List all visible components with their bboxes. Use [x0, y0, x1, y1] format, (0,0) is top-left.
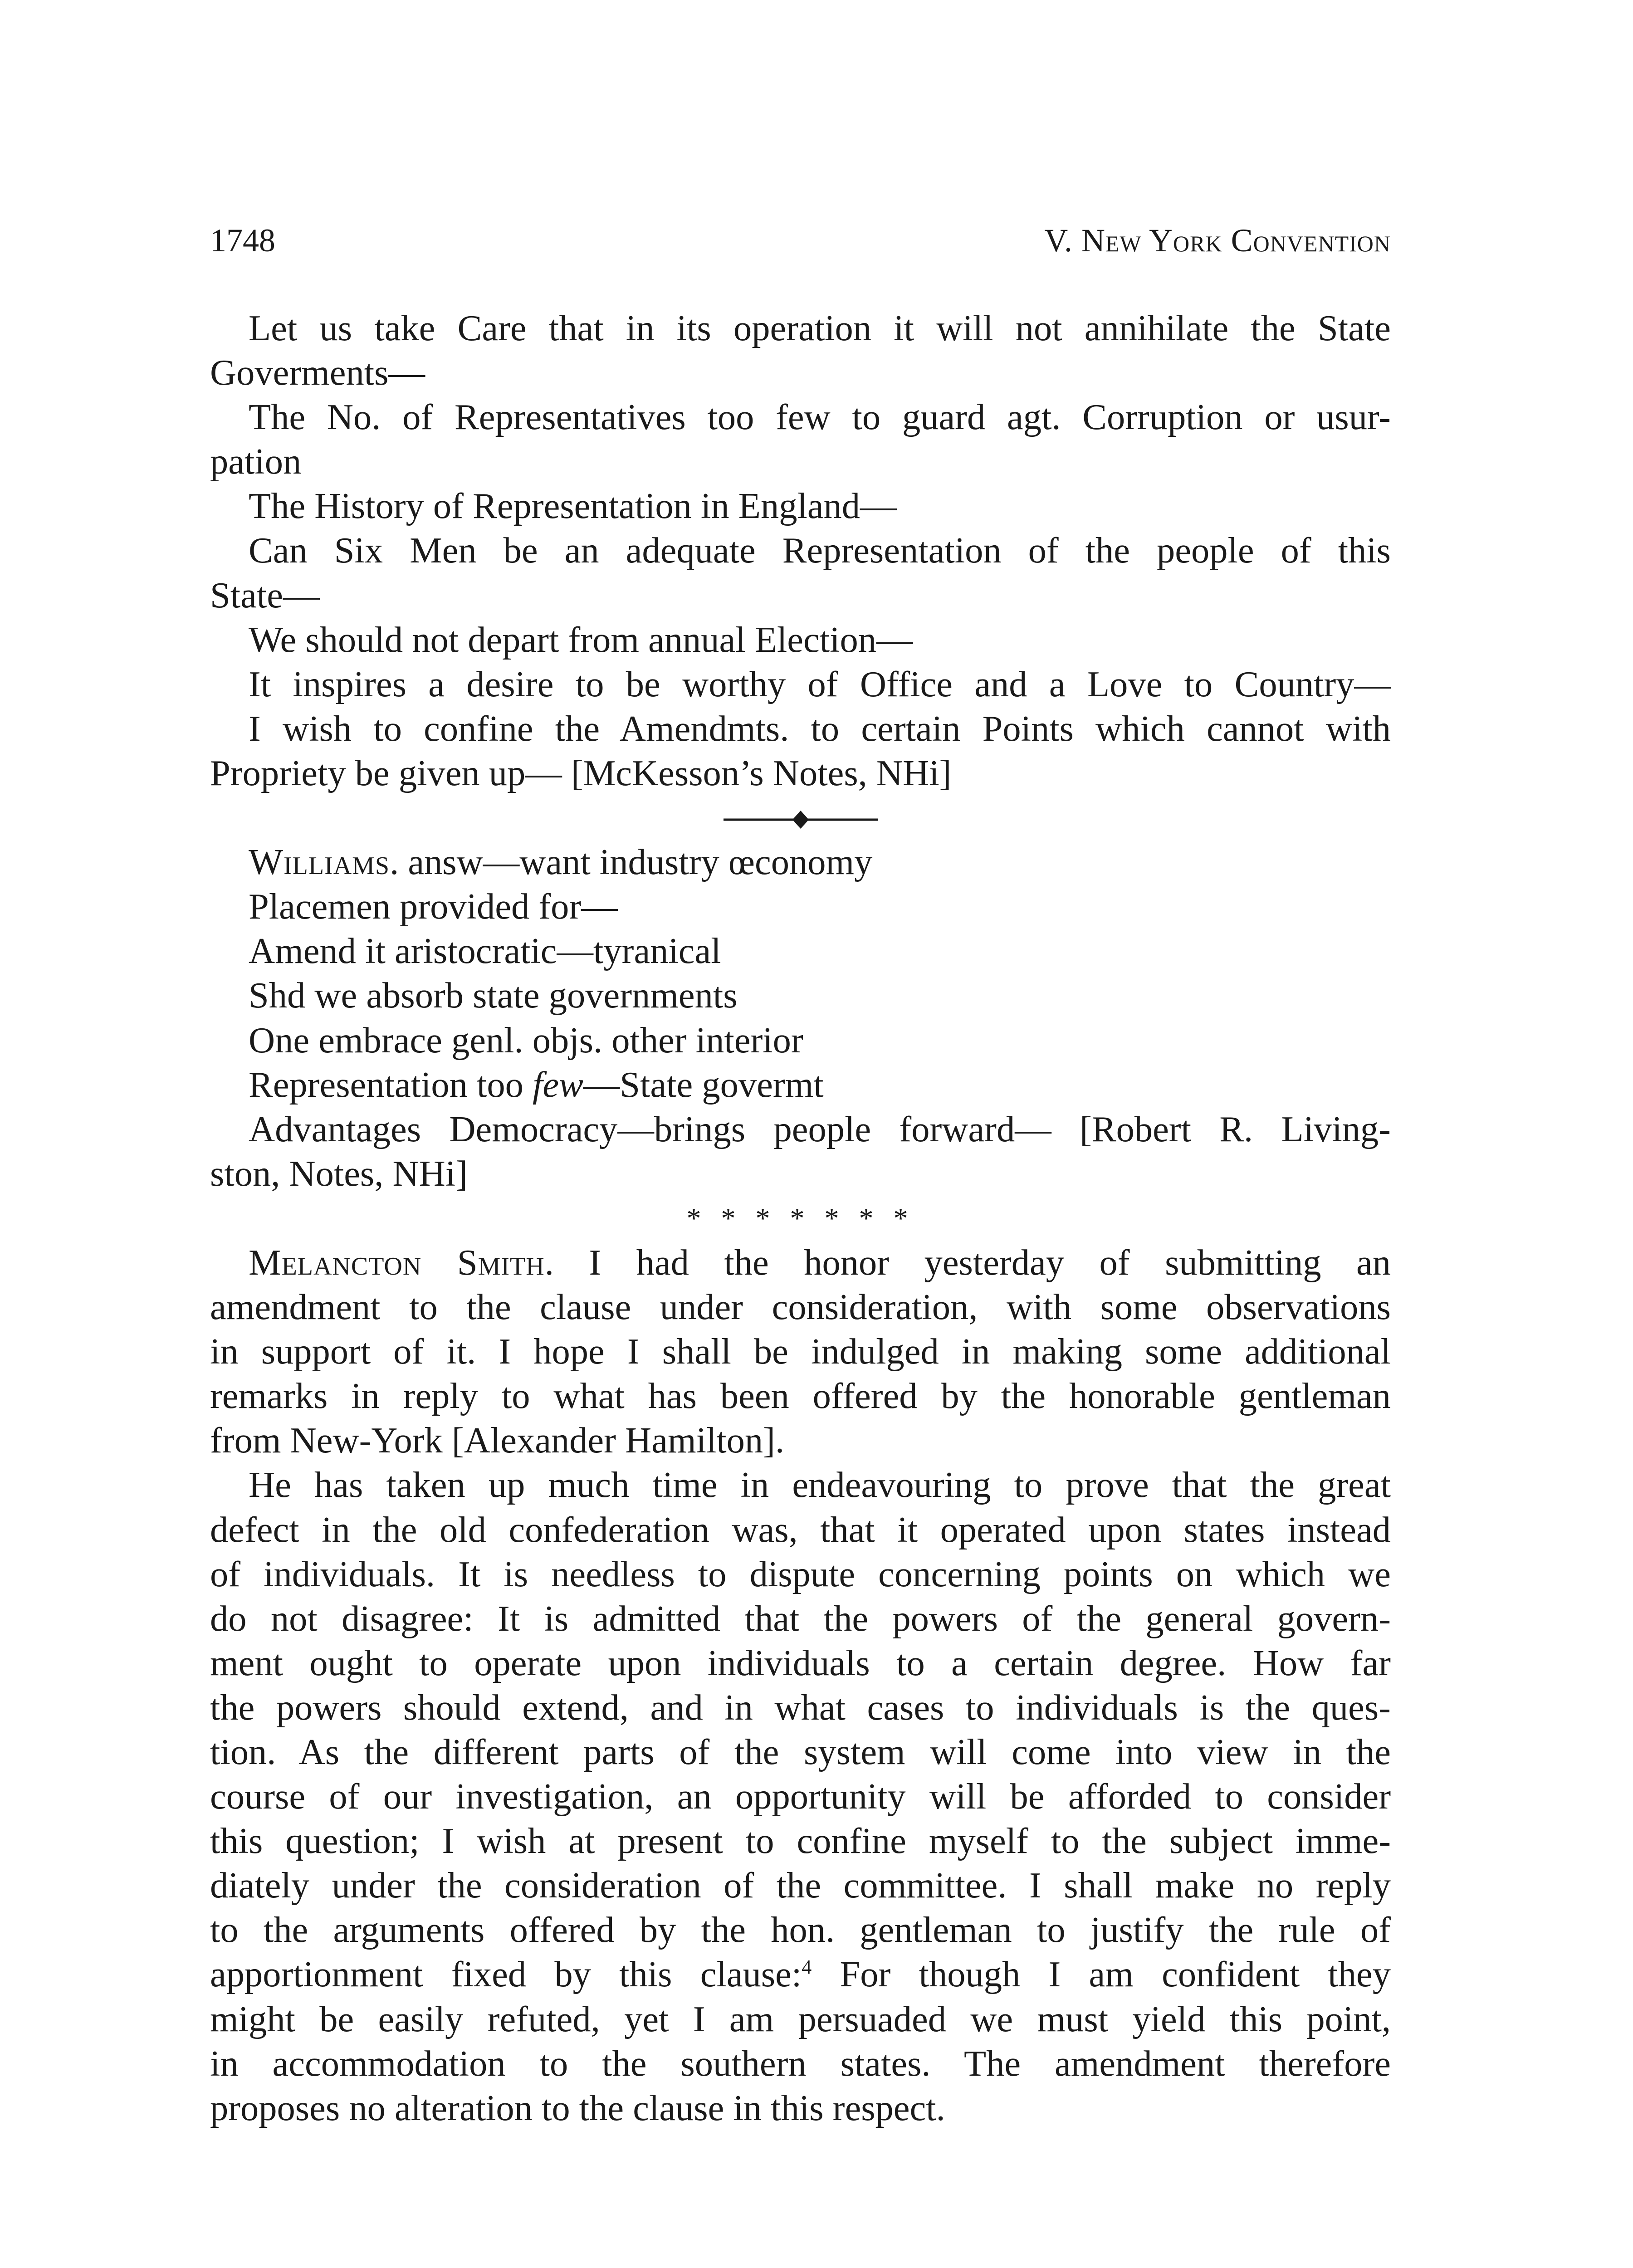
text-line: course of our investigation, an opportunity will be afforded to consider: [210, 1776, 1391, 1817]
text-line: pation: [210, 441, 302, 482]
text-line: from New-York [Alexander Hamilton].: [210, 1420, 785, 1461]
paragraph: [210, 1241, 1391, 1463]
text-line: proposes no alteration to the clause in this respect.: [210, 2087, 945, 2128]
text-line: diately under the consideration of the committee. I shall make no reply: [210, 1865, 1391, 1906]
text-line: Shd we absorb state governments: [249, 975, 738, 1016]
text-line: defect in the old confederation was, that it operated upon states instead: [210, 1509, 1391, 1550]
text-line: Advantages Democracy—brings people forward— [Robert R. Living-: [249, 1109, 1391, 1149]
running-head: [210, 218, 1391, 263]
text-line: The No. of Representatives too few to guard agt. Corruption or usur-: [249, 397, 1391, 438]
text-line: Can Six Men be an adequate Representation of the people of this: [249, 530, 1391, 571]
text-line: the powers should extend, and in what cases to individuals is the ques-: [210, 1687, 1391, 1728]
text-line: apportionment fixed by this clause:$^4$ For though I am confident they: [210, 1954, 1391, 1995]
emphasis: few: [532, 1064, 583, 1105]
text-line: Williams. answ—want industry œconomy: [249, 842, 873, 883]
text-line: We should not depart from annual Election—: [249, 619, 913, 660]
text-line: in support of it. I hope I shall be indulged in making some additional: [210, 1331, 1391, 1372]
text-line: The History of Representation in England—: [249, 486, 897, 527]
text-line: ston, Notes, NHi]: [210, 1153, 468, 1194]
asterisk-separator: * * * * * * *: [686, 1202, 914, 1234]
text-line: amendment to the clause under consideration, with some observations: [210, 1287, 1391, 1328]
text-line: Goverments—: [210, 352, 425, 393]
text-line: tion. As the different parts of the system will come into view in the: [210, 1732, 1391, 1772]
text-line: One embrace genl. objs. other interior: [249, 1020, 803, 1061]
speaker-name: Melancton Smith: [249, 1242, 545, 1283]
diamond-rule-icon: [724, 810, 878, 830]
text-line: remarks in reply to what has been offered by the honorable gentleman: [210, 1376, 1391, 1417]
text-line: in accommodation to the southern states. The amendment therefore: [210, 2043, 1391, 2084]
paragraph: [210, 1463, 1391, 2130]
smith-speech: [210, 1241, 1391, 2131]
text-line: I wish to confine the Amendmts. to certain Points which cannot with: [249, 708, 1391, 749]
text-line: Amend it aristocratic—tyranical: [249, 931, 721, 972]
speaker-name: Williams: [249, 842, 390, 883]
text-line: of individuals. It is needless to dispute concerning points on which we: [210, 1554, 1391, 1594]
text-line: Melancton Smith. I had the honor yesterday of submitting an: [249, 1242, 1391, 1283]
footnote-marker: 4: [802, 1956, 812, 1979]
text-line: Representation too few—State govermt: [249, 1064, 824, 1105]
text-line: It inspires a desire to be worthy of Office and a Love to Country—: [249, 664, 1391, 704]
text-line: Propriety be given up— [McKesson’s Notes, NHi]: [210, 753, 952, 793]
text-line: might be easily refuted, yet I am persuaded we must yield this point,: [210, 1999, 1391, 2039]
body-text: [210, 306, 1391, 2131]
text-line: ment ought to operate upon individuals to a certain degree. How far: [210, 1642, 1391, 1683]
text-line: Let us take Care that in its operation it will not annihilate the State: [249, 308, 1391, 348]
livingston-notes: [210, 840, 1391, 1196]
running-title: V. New York Convention: [1044, 222, 1391, 259]
text-line: to the arguments offered by the hon. gentleman to justify the rule of: [210, 1910, 1391, 1950]
text-line: He has taken up much time in endeavouring to prove that the great: [249, 1465, 1391, 1505]
page-number: 1748: [210, 222, 275, 259]
text-line: this question; I wish at present to confine myself to the subject imme-: [210, 1821, 1391, 1862]
diamond-separator: [210, 796, 1391, 840]
text-line: Placemen provided for—: [249, 886, 618, 927]
text-line: State—: [210, 575, 320, 616]
mckesson-notes: [210, 306, 1391, 796]
text-line: do not disagree: It is admitted that the powers of the general govern-: [210, 1598, 1391, 1639]
